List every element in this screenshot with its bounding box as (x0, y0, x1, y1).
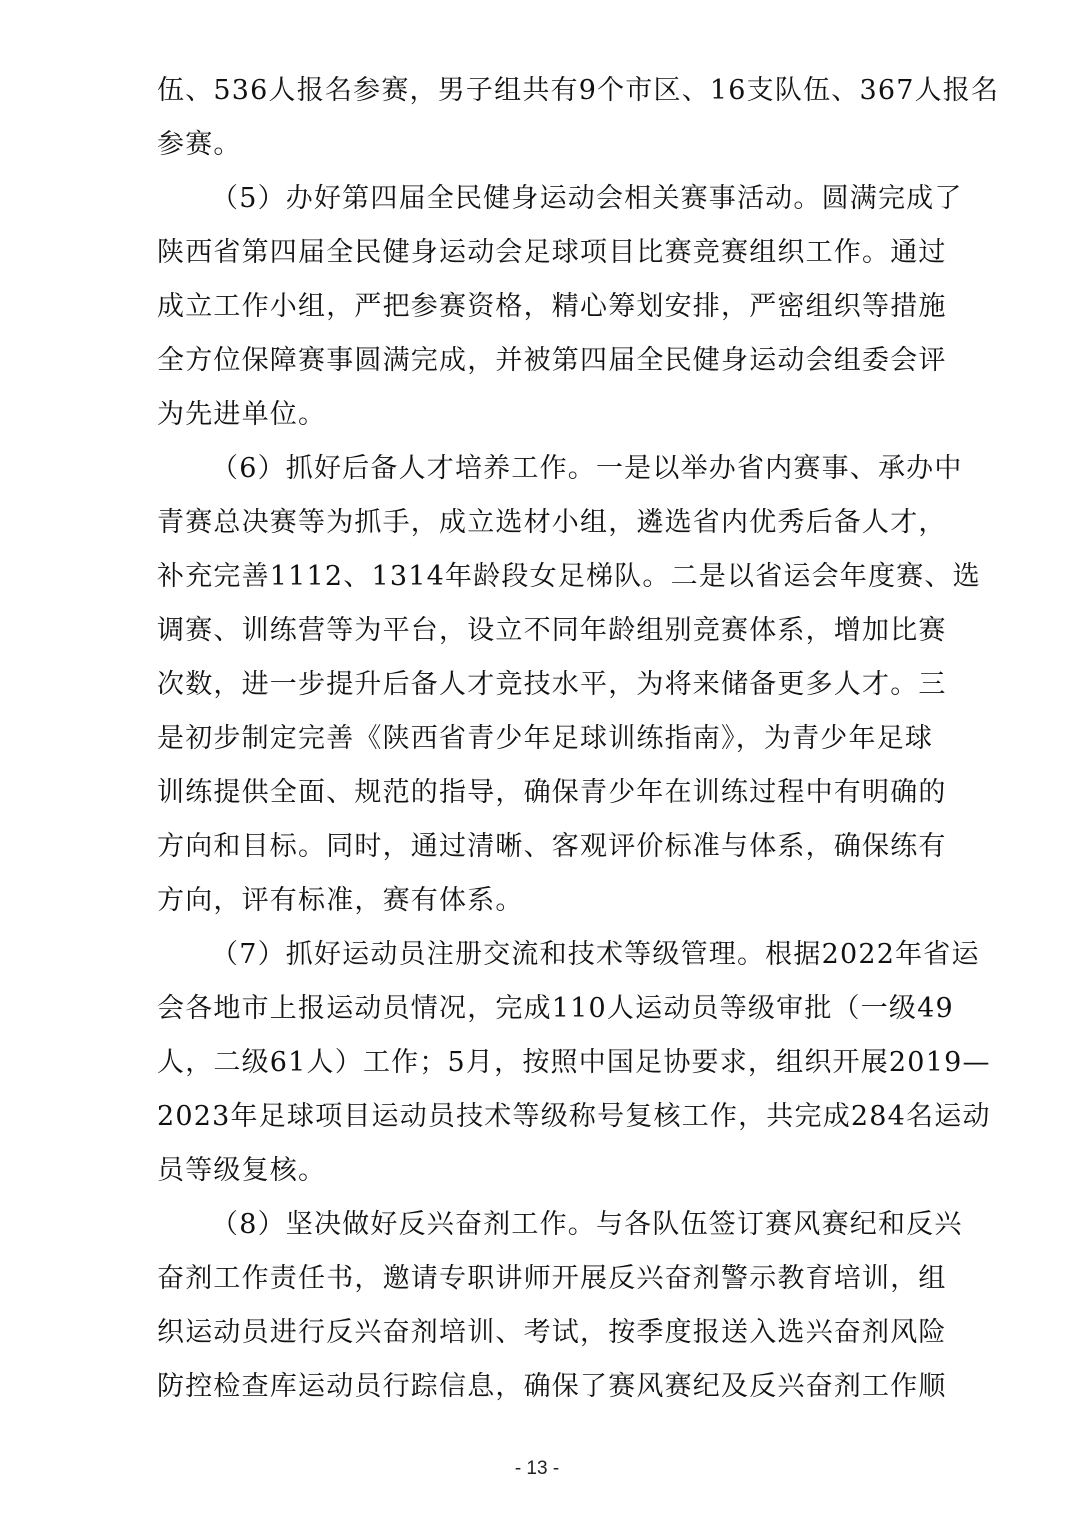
text-line: （7）抓好运动员注册交流和技术等级管理。根据2022年省运 (211, 939, 980, 970)
text-line: 参赛。 (157, 129, 242, 160)
text-line: 是初步制定完善《陕西省青少年足球训练指南》，为青少年足球 (157, 723, 934, 754)
page-number: - 13 - (514, 1458, 560, 1479)
text-line: 成立工作小组，严把参赛资格，精心筹划安排，严密组织等措施 (157, 291, 947, 322)
text-line: 陕西省第四届全民健身运动会足球项目比赛竞赛组织工作。通过 (157, 237, 947, 268)
text-line: 青赛总决赛等为抓手，成立选材小组，遴选省内优秀后备人才， (157, 507, 947, 538)
text-line: 2023年足球项目运动员技术等级称号复核工作，共完成284名运动 (157, 1101, 991, 1132)
paragraph-p6 (157, 442, 981, 928)
text-line: 次数，进一步提升后备人才竞技水平，为将来储备更多人才。三 (157, 669, 947, 700)
text-line: 方向，评有标准，赛有体系。 (157, 885, 524, 916)
text-line: 奋剂工作责任书，邀请专职讲师开展反兴奋剂警示教育培训，组 (157, 1263, 947, 1294)
paragraph-p7 (157, 928, 991, 1198)
text-line: （5）办好第四届全民健身运动会相关赛事活动。圆满完成了 (211, 183, 963, 214)
text-line: 会各地市上报运动员情况，完成110人运动员等级审批（一级49 (157, 993, 954, 1024)
text-line: 训练提供全面、规范的指导，确保青少年在训练过程中有明确的 (157, 777, 947, 808)
document-body (157, 64, 1000, 1414)
text-line: 伍、536人报名参赛，男子组共有9个市区、16支队伍、367人报名 (157, 75, 1000, 106)
text-line: 防控检查库运动员行踪信息，确保了赛风赛纪及反兴奋剂工作顺 (157, 1371, 947, 1402)
paragraph-p8 (157, 1198, 963, 1414)
text-line: 方向和目标。同时，通过清晰、客观评价标准与体系，确保练有 (157, 831, 947, 862)
text-line: 织运动员进行反兴奋剂培训、考试，按季度报送入选兴奋剂风险 (157, 1317, 947, 1348)
text-line: 全方位保障赛事圆满完成，并被第四届全民健身运动会组委会评 (157, 345, 947, 376)
text-line: 员等级复核。 (157, 1155, 327, 1186)
text-line: 人，二级61人）工作；5月，按照中国足协要求，组织开展2019— (157, 1047, 991, 1078)
paragraph-p5 (157, 172, 963, 442)
text-line: 补充完善1112、1314年龄段女足梯队。二是以省运会年度赛、选 (157, 561, 981, 592)
text-line: （6）抓好后备人才培养工作。一是以举办省内赛事、承办中 (211, 453, 963, 484)
text-line: （8）坚决做好反兴奋剂工作。与各队伍签订赛风赛纪和反兴 (211, 1209, 963, 1240)
text-line: 为先进单位。 (157, 399, 327, 430)
paragraph-p-continued (157, 64, 1000, 172)
text-line: 调赛、训练营等为平台，设立不同年龄组别竞赛体系，增加比赛 (157, 615, 947, 646)
